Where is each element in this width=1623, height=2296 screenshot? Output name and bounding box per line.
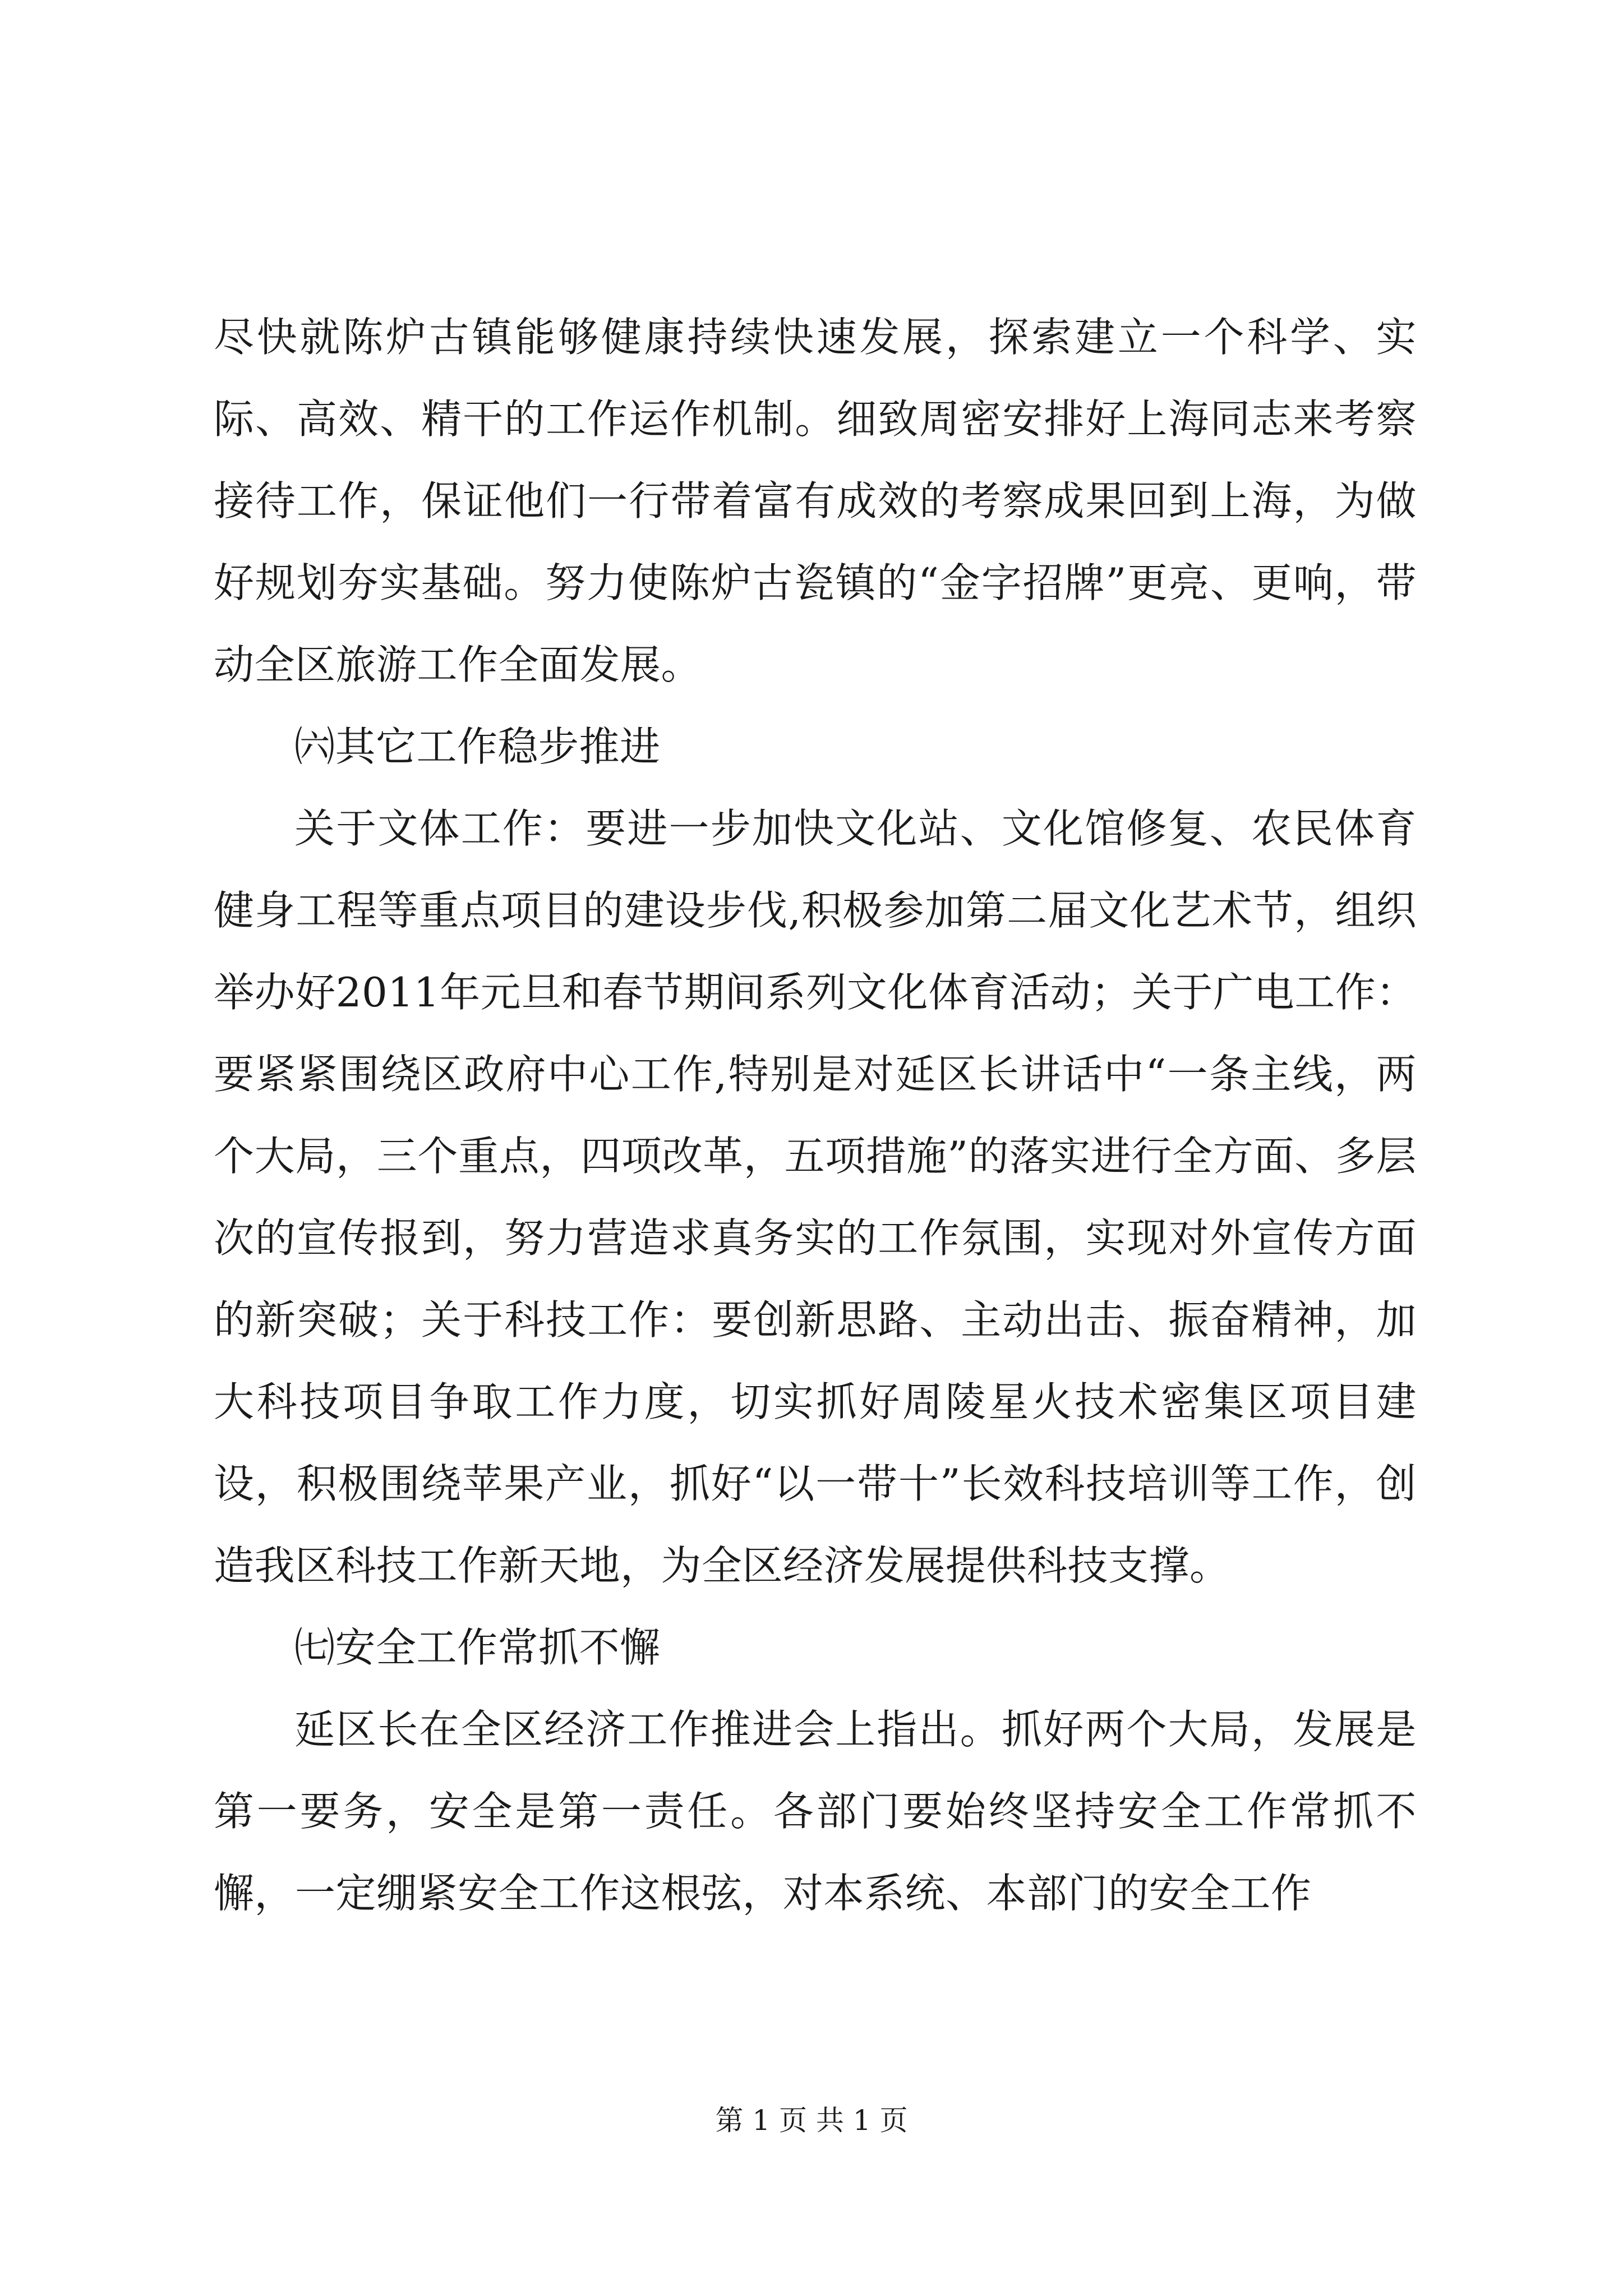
document-body <box>214 296 1417 1934</box>
paragraph-culture-sports-work: 关于文体工作：要进一步加快文化站、文化馆修复、农民体育健身工程等重点项目的建设步伐,积极参加第二届文化艺术节，组织举办好2011年元旦和春节期间系列文化体育活动；关于广电工作：要紧紧围绕区政府中心工作,特别是对延区长讲话中“一条主线，两个大局，三个重点，四项改革，五项措施”的落实进行全方面、多层次的宣传报到，努力营造求真务实的工作氛围，实现对外宣传方面的新突破；关于科技工作：要创新思路、主动出击、振奋精神，加大科技项目争取工作力度，切实抓好周陵星火技术密集区项目建设，积极围绕苹果产业，抓好“以一带十”长效科技培训等工作，创造我区科技工作新天地，为全区经济发展提供科技支撑。 <box>214 805 1417 1589</box>
page-footer: 第 1 页 共 1 页 <box>715 2104 908 2137</box>
paragraph-continuation: 尽快就陈炉古镇能够健康持续快速发展，探索建立一个科学、实际、高效、精干的工作运作机制。细致周密安排好上海同志来考察接待工作，保证他们一行带着富有成效的考察成果回到上海，为做好规划夯实基础。努力使陈炉古瓷镇的“金字招牌”更亮、更响，带动全区旅游工作全面发展。 <box>214 314 1417 688</box>
paragraph-safety-work: 延区长在全区经济工作推进会上指出。抓好两个大局，发展是第一要务，安全是第一责任。各部门要始终坚持安全工作常抓不懈，一定绷紧安全工作这根弦，对本系统、本部门的安全工作 <box>214 1706 1417 1917</box>
section-heading-safety-work: ㈦安全工作常抓不懈 <box>294 1624 661 1671</box>
section-heading-other-work: ㈥其它工作稳步推进 <box>294 723 661 770</box>
